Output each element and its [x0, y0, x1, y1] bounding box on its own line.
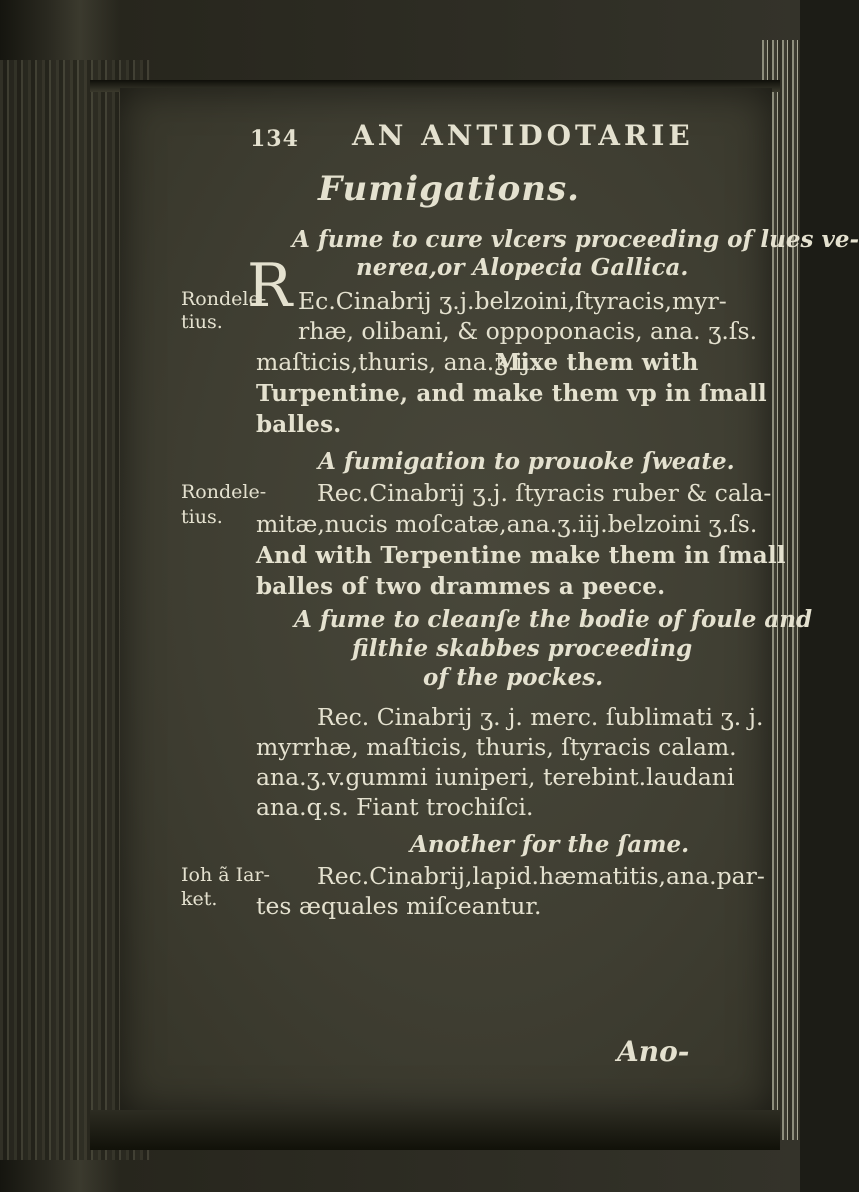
entry-title-line: of the pockes. [423, 664, 604, 691]
margin-note: Rondele- [181, 288, 267, 310]
body-line: Rec.Cinabrij,lapid.hæmatitis,ana.par- [317, 862, 765, 890]
body-line: Rec.Cinabrij ʒ.j. ſtyracis ruber & cala- [317, 479, 772, 507]
margin-note: tius. [181, 311, 223, 333]
body-line: maſticis,thuris, ana.ʒ.ij. [256, 348, 538, 376]
entry-title-line: filthie skabbes proceeding [352, 635, 693, 662]
body-line: Rec. Cinabrij ʒ. j. merc. ſublimati ʒ. j. [317, 703, 764, 731]
blackletter-text: Turpentine, and make them vp in ſmall [256, 380, 767, 407]
body-line: Ec.Cinabrij ʒ.j.belzoini,ſtyracis,myr- [298, 287, 727, 315]
blackletter-text: balles. [256, 411, 342, 438]
entry-title-line: A fume to cure vlcers proceeding of lues ve- [292, 226, 859, 253]
blackletter-text: And with Terpentine make them in ſmall [256, 542, 786, 569]
body-line: rhæ, olibani, & oppoponacis, ana. ʒ.ſs. [298, 317, 758, 345]
body-line: ana.q.s. Fiant trochiſci. [256, 793, 534, 821]
entry-title-line: Another for the ſame. [410, 831, 690, 858]
entry-title-line: nerea,or Alopecia Gallica. [356, 254, 689, 281]
entry-title-line: A fume to cleanſe the bodie of foule and [294, 606, 813, 633]
page-bottom-shadow [90, 1110, 780, 1150]
catchword: Ano- [617, 1035, 690, 1068]
margin-note: ket. [181, 888, 218, 910]
body-line: tes æquales miſceantur. [256, 892, 542, 920]
body-line: myrrhæ, maſticis, thuris, ſtyracis calam. [256, 733, 737, 761]
body-line: ana.ʒ.v.gummi iuniperi, terebint.laudani [256, 763, 735, 791]
section-heading: Fumigations. [318, 169, 580, 209]
entry-title-line: A fumigation to prouoke ſweate. [318, 448, 735, 475]
margin-note: Ioh ã Iar- [181, 864, 270, 886]
drop-cap: R [247, 251, 293, 321]
page-number: 134 [250, 126, 299, 152]
body-line: mitæ,nucis moſcatæ,ana.ʒ.iij.belzoini ʒ.ſs. [256, 510, 758, 538]
running-title: AN ANTIDOTARIE [352, 119, 694, 152]
blackletter-text: Mixe them with [495, 349, 699, 376]
blackletter-text: balles of two drammes a peece. [256, 573, 666, 600]
margin-note: Rondele- [181, 481, 267, 503]
margin-note: tius. [181, 506, 223, 528]
